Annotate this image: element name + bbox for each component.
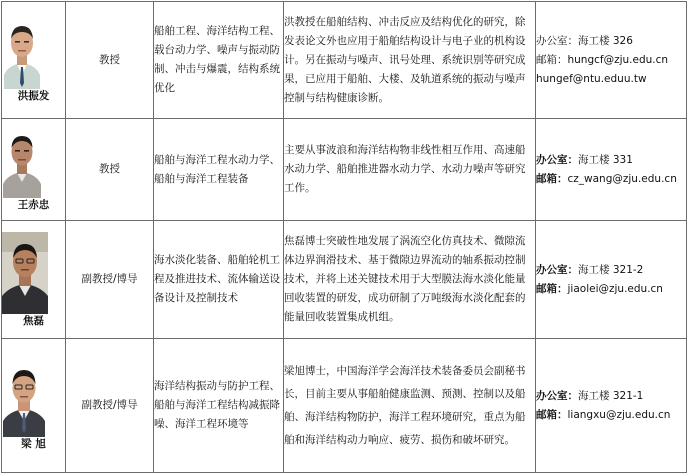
office-value: 海工楼 326 — [578, 34, 633, 47]
office-line — [536, 151, 686, 170]
email-line — [536, 170, 686, 189]
photo-cell — [2, 339, 66, 473]
office-label: 办公室： — [536, 263, 578, 276]
research-area: 海水淡化装备、船舶轮机工程及推进技术、流体输送设备设计及控制技术 — [154, 221, 284, 339]
office-line — [536, 387, 686, 406]
contact-info — [536, 2, 687, 119]
table-row — [2, 221, 687, 339]
table-row — [2, 2, 687, 119]
office-line — [536, 261, 686, 280]
avatar — [2, 361, 65, 437]
office-value: 海工楼 321-2 — [578, 263, 644, 276]
office-label: 办公室： — [536, 34, 578, 47]
office-value: 海工楼 331 — [578, 153, 633, 166]
faculty-name: 洪振发 — [17, 90, 50, 102]
avatar — [2, 232, 65, 314]
research-description: 梁旭博士，中国海洋学会海洋技术装备委员会副秘书长，目前主要从事船舶健康监测、预测、控制以及船舶、海洋结构物防护，海洋工程环境研究，重点为船舶和海洋结构动力响应、疲劳、损伤和破坏研究。 — [284, 339, 536, 473]
email-label: 邮箱： — [536, 282, 568, 295]
photo-cell — [2, 2, 66, 119]
avatar — [2, 128, 65, 198]
faculty-name: 王赤忠 — [17, 198, 50, 211]
office-line — [536, 32, 686, 51]
research-description: 洪教授在船舶结构、冲击反应及结构优化的研究，除发表论文外也应用于船舶结构设计与电子业的机构设计。另在振动与噪声、讯号处理、系统识别等研究成果，已应用于船舶、大楼、及轨道系统的振动与噪声控制与结构健康诊断。 — [284, 2, 536, 119]
office-label: 办公室： — [536, 389, 578, 402]
research-area: 船舶工程、海洋结构工程、载台动力学、噪声与振动防制、冲击与爆震，结构系统优化 — [154, 2, 284, 119]
contact-info — [536, 221, 687, 339]
photo-cell — [2, 221, 66, 339]
email-line — [536, 406, 686, 425]
faculty-title: 副教授/博导 — [66, 339, 154, 473]
email-label: 邮箱： — [536, 172, 568, 185]
table-row — [2, 119, 687, 221]
faculty-title: 教授 — [66, 119, 154, 221]
faculty-title: 副教授/博导 — [66, 221, 154, 339]
research-description: 主要从事波浪和海洋结构物非线性相互作用、高速船水动力学、船舶推进器水动力学、水动力噪声等研究工作。 — [284, 119, 536, 221]
email-value[interactable]: hungcf@zju.edu.cn — [567, 53, 669, 66]
email-line — [536, 280, 686, 299]
research-description: 焦磊博士突破性地发展了涡流空化仿真技术、微隙流体边界润滑技术、基于微隙边界流动的轴系振动控制技术，并将上述关键技术用于大型膜法海水淡化能量回收装置的研发，成功研制了万吨级海水淡化配套的能量回收装置集成机组。 — [284, 221, 536, 339]
table-row — [2, 339, 687, 473]
faculty-name: 焦磊 — [23, 314, 44, 327]
email-label: 邮箱： — [536, 408, 568, 421]
office-label: 办公室： — [536, 153, 578, 166]
email-label: 邮箱： — [536, 53, 568, 66]
email-secondary[interactable]: hungef@ntu.eduu.tw — [536, 72, 647, 85]
photo-cell — [2, 119, 66, 221]
email-value[interactable]: jiaolei@zju.edu.cn — [567, 282, 663, 295]
contact-info — [536, 119, 687, 221]
research-area: 船舶与海洋工程水动力学、船舶与海洋工程装备 — [154, 119, 284, 221]
faculty-title: 教授 — [66, 2, 154, 119]
email-line — [536, 51, 686, 70]
email-value[interactable]: cz_wang@zju.edu.cn — [567, 172, 677, 185]
faculty-name: 梁 旭 — [21, 437, 46, 450]
contact-info — [536, 339, 687, 473]
faculty-table — [1, 1, 687, 473]
avatar — [2, 17, 65, 89]
email-value[interactable]: liangxu@zju.edu.cn — [567, 408, 671, 421]
office-value: 海工楼 321-1 — [578, 389, 644, 402]
research-area: 海洋结构振动与防护工程、船舶与海洋工程结构减振降噪、海洋工程环境等 — [154, 339, 284, 473]
